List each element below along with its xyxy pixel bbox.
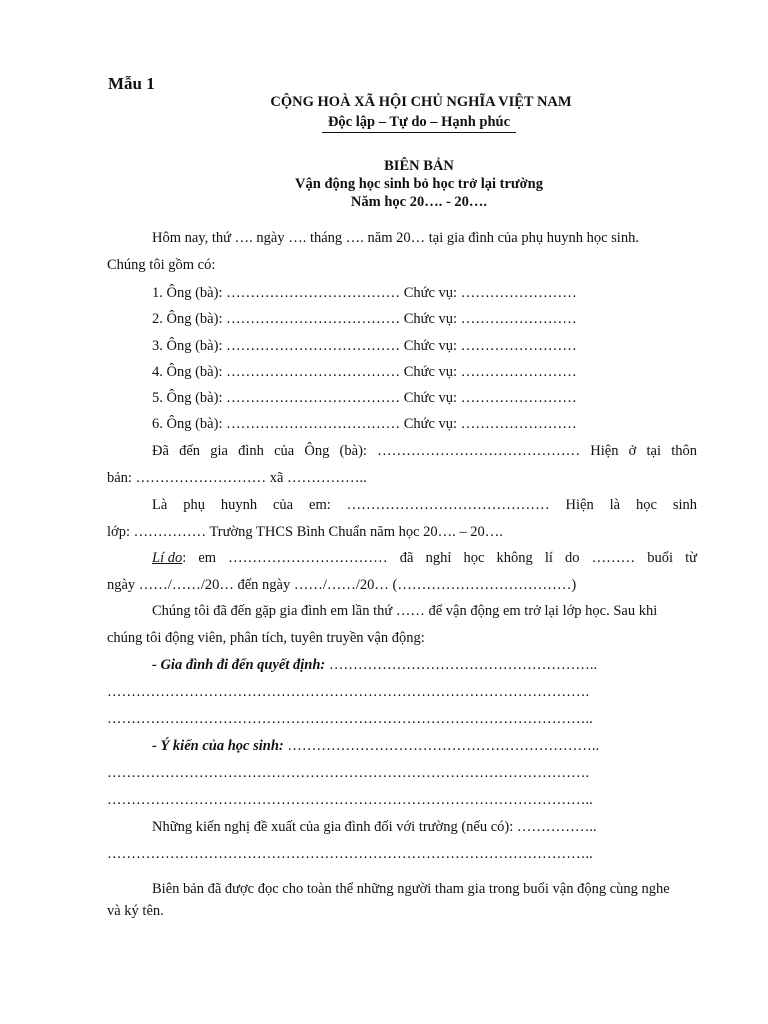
school-year: Năm học 20…. - 20….: [350, 194, 488, 210]
recommendations-line-1: Những kiến nghị đề xuất của gia đình đối với trường (nếu có): ……………..: [152, 819, 597, 835]
member-line: 6. Ông (bà): ……………………………… Chức vụ: ……………………: [152, 416, 577, 432]
dotted-line: ………………………………………………………………………………………..: [107, 711, 593, 727]
member-line: 4. Ông (bà): ……………………………… Chức vụ: ……………………: [152, 364, 577, 380]
reason-label: Lí do: [152, 550, 183, 566]
visit-line-2: bản: ……………………… xã ……………..: [107, 470, 367, 486]
reason-text: : em …………………………… đã nghỉ học không lí do ……… buổi từ: [182, 550, 697, 566]
reason-line-1: [152, 550, 697, 567]
visit-line-3: Là phụ huynh của em: …………………………………… Hiện là học sinh: [152, 497, 697, 513]
intro-line-1: Hôm nay, thứ …. ngày …. tháng …. năm 20… tại gia đình của phụ huynh học sinh.: [152, 230, 639, 246]
document-subtitle: Vận động học sinh bỏ học trở lại trường: [295, 176, 543, 192]
visit-line-1: Đã đến gia đình của Ông (bà): …………………………………… Hiện ở tại thôn: [152, 443, 697, 459]
dotted-line: ……………………………………………………………………………………….: [107, 684, 590, 700]
form-number: Mẫu 1: [108, 74, 155, 93]
student-opinion-label: - Ý kiến của học sinh:: [152, 738, 284, 754]
member-line: 2. Ông (bà): ……………………………… Chức vụ: ……………………: [152, 311, 577, 327]
dotted-line: ……………………………………………………………………………………….: [107, 765, 590, 781]
motto: Độc lập – Tự do – Hạnh phúc: [322, 114, 516, 133]
member-line: 5. Ông (bà): ……………………………… Chức vụ: ……………………: [152, 390, 577, 406]
visit-line-4: lớp: …………… Trường THCS Bình Chuẩn năm học 20…. – 20….: [107, 524, 503, 540]
family-decision-dots: ………………………………………………..: [325, 657, 598, 673]
meeting-line-1: Chúng tôi đã đến gặp gia đình em lần thứ …… để vận động em trở lại lớp học. Sau khi: [152, 603, 658, 619]
reason-line-2: ngày ……/……/20… đến ngày ……/……/20… (………………………………): [107, 577, 577, 593]
member-line: 1. Ông (bà): ……………………………… Chức vụ: ……………………: [152, 285, 577, 301]
family-decision-line: [152, 657, 597, 674]
intro-line-2: Chúng tôi gồm có:: [107, 257, 216, 273]
closing-line-1: Biên bản đã được đọc cho toàn thể những người tham gia trong buổi vận động cùng nghe: [152, 881, 670, 897]
student-opinion-dots: ………………………………………………………..: [283, 738, 600, 754]
document-title: BIÊN BẢN: [384, 158, 454, 174]
family-decision-label: - Gia đình đi đến quyết định:: [152, 657, 326, 673]
closing-line-2: và ký tên.: [107, 903, 164, 919]
member-line: 3. Ông (bà): ……………………………… Chức vụ: ……………………: [152, 338, 577, 354]
student-opinion-line: [152, 738, 599, 755]
meeting-line-2: chúng tôi động viên, phân tích, tuyên truyền vận động:: [107, 630, 425, 646]
national-title: CỘNG HOÀ XÃ HỘI CHỦ NGHĨA VIỆT NAM: [270, 94, 572, 110]
recommendations-line-2: ………………………………………………………………………………………..: [107, 846, 593, 862]
dotted-line: ………………………………………………………………………………………..: [107, 792, 593, 808]
motto-line: [35, 114, 768, 133]
